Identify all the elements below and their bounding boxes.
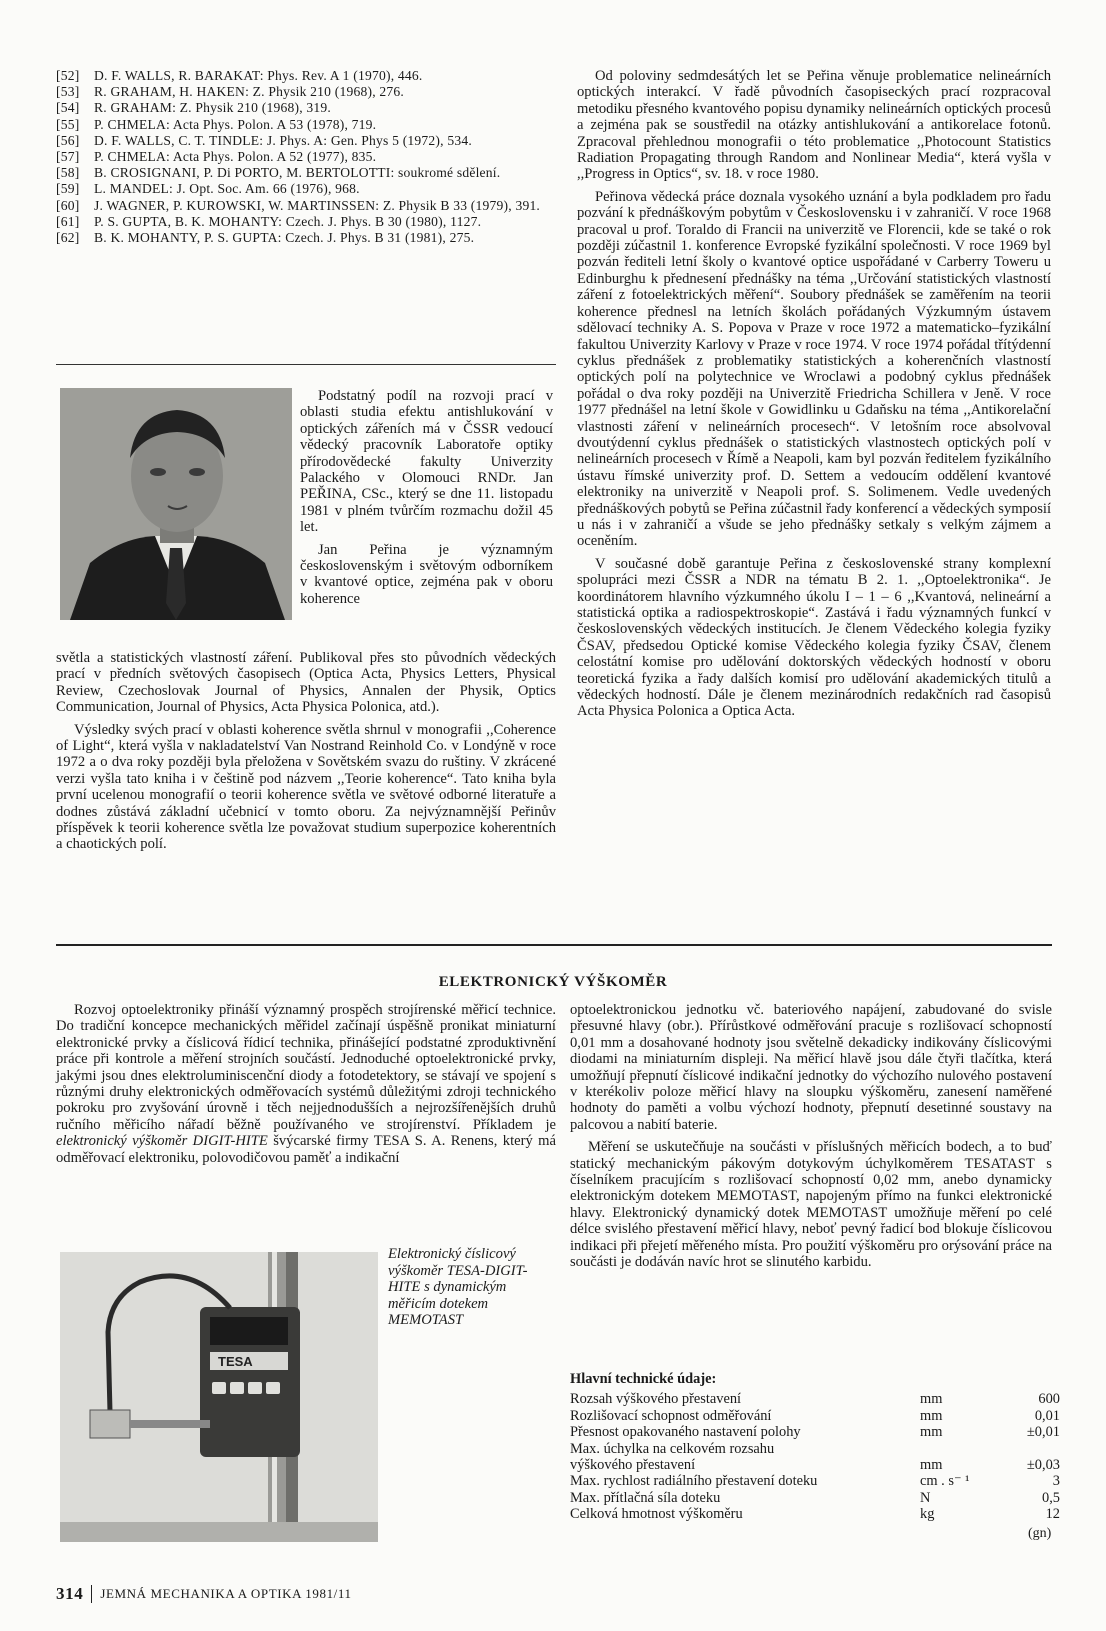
spec-unit: cm . s⁻ ¹ — [920, 1473, 970, 1490]
spec-row — [570, 1473, 1060, 1489]
reference-item — [56, 84, 556, 100]
reference-text: B. CROSIGNANI, P. Di PORTO, M. BERTOLOTTI: soukromé sdělení. — [94, 165, 501, 181]
page-number: 314 — [56, 1584, 84, 1603]
reference-text: R. GRAHAM: Z. Physik 210 (1968), 319. — [94, 100, 331, 116]
spec-name: Celková hmotnost výškoměru — [570, 1506, 743, 1523]
reference-list — [56, 68, 556, 246]
page-footer — [56, 1584, 352, 1604]
reference-item — [56, 198, 556, 214]
reference-text: R. GRAHAM, H. HAKEN: Z. Physik 210 (1968), 276. — [94, 84, 404, 100]
reference-item — [56, 230, 556, 246]
reference-text: P. S. GUPTA, B. K. MOHANTY: Czech. J. Phys. B 30 (1980), 1127. — [94, 213, 482, 229]
specs-table — [570, 1391, 1060, 1522]
reference-number: [61] — [56, 213, 80, 229]
spec-row — [570, 1424, 1060, 1440]
separator-long — [56, 944, 1052, 946]
reference-number: [52] — [56, 68, 80, 83]
article2-paragraph-1-end: švýcarské firmy TESA S. A. Renens, který má odměřovací elektroniku, polovodičovou paměť a indikační — [56, 1133, 556, 1166]
brand-label: TESA — [218, 1354, 253, 1369]
reference-number: [60] — [56, 197, 80, 213]
reference-item — [56, 165, 556, 181]
spec-name: výškového přestavení — [570, 1457, 696, 1474]
article1-right-paragraph-2: Peřinova vědecká práce doznala vysokého uznání a byla podkladem pro řadu pozvání k přednáškovým pobytům v Československu i v zahraničí. V roce 1968 pracoval u prof. Toraldo di Francii na univerzitě ve Florencii, kde se také o rok později zúčastnil 1. konference Evropské fyzikální společnosti. V roce 1969 byl pozván řediteli letní školy o kvantové optice uspořádané v Carberry Toweru u Edinburghu k přednesení přednášky na téma ,,Určování statistických vlastností záření z fotoelektrických měření“. Soubory přednášek se zaměřením na teorii koherence přednesl na letních školách pořádaných Výzkumným ústavem sdělovací techniky A. S. Popova v Praze v roce 1972 a matematicko–fyzikální fakultou Univerzity Karlovy v Praze v roce 1974. V roce 1974 pořádal třítýdenní cyklus přednášek z problematiky statistických a koherenčních vlastností optických polí na polytechnice ve Wroclawi a podobný cyklus přednášek pořádal o dva roky později na Univerzitě Friedricha Schillera v Jeně. V roce 1977 přednášel na letní škole v Gowidlinku u Gdaňsku na téma ,,Antikorelační vlastnosti záření v nelineárních procesech“. V letošním roce absolvoval dvoutýdenní cyklus přednášek o statistických vlastnostech optických polí v nelineárních procesech v Římě a Neapoli, kam byl pozván ředitelem fyzikálního ústavu římské univerzity prof. D. Settem a vedoucím oddělení kvantové elektroniky na univerzitě v Neapoli prof. S. Solimenem. Vedle uvedených přednáškových pobytů se Peřina zúčastnil řady konferencí a vědeckých symposií u nás i v zahraničí a všude se jeho přednášky setkaly s velkým zájmem a oceněním. — [577, 188, 1051, 550]
article2-paragraph-1 — [56, 1002, 556, 1166]
technical-specs — [570, 1371, 1060, 1523]
article1-intro — [300, 388, 553, 607]
article1-paragraph-2-start: Jan Peřina je významným československým i světovým odborníkem v kvantové optice, zejména pak v oboru koherence — [300, 541, 553, 607]
spec-name: Max. úchylka na celkovém rozsahu — [570, 1440, 775, 1457]
spec-row — [570, 1490, 1060, 1506]
reference-item — [56, 149, 556, 165]
journal-name: JEMNÁ MECHANIKA A OPTIKA 1981/11 — [100, 1586, 352, 1601]
reference-text: J. WAGNER, P. KUROWSKI, W. MARTINSSEN: Z. Physik B 33 (1979), 391. — [94, 197, 541, 213]
article1-left-column — [56, 650, 556, 853]
spec-name: Max. přítlačná síla doteku — [570, 1489, 721, 1506]
spec-unit: mm — [920, 1457, 943, 1474]
article2-right-paragraph-2: Měření se uskutečňuje na součásti v příslušných měřicích bodech, a to buď statický mechanickým pákovým dotykovým úchylkoměrem TESATAST s číselníkem pracujícím s rozlišovací schopností 0,02 mm, anebo dynamicky elektronickým dotekem MEMOTAST, napojeným přímo na funkci elektronické hlavy. Elektronický dynamický dotek MEMOTAST umožňuje měření po celé délce svislého přestavení měřicí hlavy, neboť pevný řadicí bod blokuje číslicovou indikaci při přejetí měřeného místa. Pro použití výškoměru pro orýsování práce na součásti je dodáván navíc hrot se slinutého karbidu. — [570, 1139, 1052, 1271]
spec-row — [570, 1391, 1060, 1407]
spec-name: Rozlišovací schopnost odměřování — [570, 1407, 772, 1424]
height-gauge-image — [60, 1252, 378, 1542]
reference-text: P. CHMELA: Acta Phys. Polon. A 52 (1977), 835. — [94, 149, 377, 165]
photo-caption: Elektronický číslicový výškoměr TESA-DIGIT-HITE s dynamickým měřicím dotekem MEMOTAST — [388, 1246, 528, 1329]
spec-value: 0,5 — [1042, 1489, 1060, 1506]
spec-row — [570, 1408, 1060, 1424]
article1-paragraph-2-rest: světla a statistických vlastností záření. Publikoval přes sto původních vědeckých prací v předních světových časopisech (Optica Acta, Physics Letters, Physical Review, Czechoslovak Journal of Physics, Annalen der Physik, Optics Communication, Journal of Physics, Acta Physica Polonica, atd.). — [56, 650, 556, 716]
reference-number: [53] — [56, 84, 80, 100]
article1-right-column — [577, 68, 1051, 720]
spec-unit: kg — [920, 1506, 935, 1523]
reference-number: [58] — [56, 165, 80, 181]
spec-unit — [920, 1441, 1000, 1457]
reference-item — [56, 100, 556, 116]
spec-unit: mm — [920, 1424, 943, 1441]
article2-title: ELEKTRONICKÝ VÝŠKOMĚR — [438, 974, 668, 990]
spec-value: ±0,01 — [1026, 1424, 1060, 1441]
spec-value: ±0,03 — [1026, 1457, 1060, 1474]
reference-item — [56, 214, 556, 230]
spec-value: 12 — [1045, 1506, 1060, 1523]
article2-right-paragraph-1: optoelektronickou jednotku vč. bateriového napájení, zabudované do svisle přesuvné hlavy (obr.). Přírůstkové odměřování pracuje s rozlišovací schopností 0,01 mm a dosahované hodnoty jsou světelně dekadicky indikovány číslicovými diodami na miniaturním displeji. Na měřicí hlavě jsou dále čtyři tlačítka, která umožňují přepnutí číslicové indikační jednotky do výchozího nulového postavení v kterékoliv poloze měřicí hlavy na sloupku výškoměru, zanesení naměřené hodnoty do paměti a volbu výchozí hodnoty, přepnutí desetinné soustavy na palcovou a nabití baterie. — [570, 1002, 1052, 1133]
reference-text: B. K. MOHANTY, P. S. GUPTA: Czech. J. Phys. B 31 (1981), 275. — [94, 230, 475, 246]
spec-name: Rozsah výškového přestavení — [570, 1391, 742, 1408]
spec-unit: mm — [920, 1407, 943, 1424]
portrait-image — [60, 388, 292, 620]
spec-row — [570, 1441, 1060, 1457]
product-name: elektronický výškoměr DIGIT-HITE — [56, 1133, 268, 1150]
height-gauge-photo — [60, 1252, 378, 1542]
spec-value — [1000, 1441, 1060, 1457]
reference-item — [56, 133, 556, 149]
spec-value: 3 — [1052, 1473, 1060, 1490]
spec-unit: mm — [920, 1391, 943, 1408]
article2-left-column — [56, 1002, 556, 1166]
spec-unit: N — [920, 1489, 931, 1506]
spec-name: Max. rychlost radiálního přestavení doteku — [570, 1473, 818, 1490]
portrait-photo — [60, 388, 292, 620]
spec-row — [570, 1457, 1060, 1473]
author-signature: (gn) — [1028, 1526, 1052, 1541]
reference-text: D. F. WALLS, C. T. TINDLE: J. Phys. A: Gen. Phys 5 (1972), 534. — [94, 132, 472, 148]
separator-short — [56, 364, 556, 365]
spec-value: 600 — [1038, 1391, 1060, 1408]
specs-title: Hlavní technické údaje: — [570, 1371, 717, 1387]
article1-paragraph-3: Výsledky svých prací v oblasti koherence světla shrnul v monografii ,,Coherence of Light“, která vyšla v nakladatelství Van Nostrand Reinhold Co. v Londýně v roce 1972 a o dva roky později byla přeložena v Sovětském svazu do ruštiny. V zkrácené verzi vyšla tato kniha i v češtině pod názvem ,,Teorie koherence“. Tato kniha byla první ucelenou monografií o teorii koherence světla ve světové odborné literatuře a dodnes zůstává základní učebnicí v tomto oboru. Za nejvýznamnější Peřinův příspěvek k teorii koherence světla lze považovat studium superpozice koherentních a chaotických polí. — [56, 721, 556, 853]
footer-divider — [91, 1585, 92, 1603]
article1-intro-paragraph: Podstatný podíl na rozvoji prací v oblasti studia efektu antishlukování v optických zářeních má v ČSSR vedoucí vědecký pracovník Laboratoře optiky přírodovědecké fakulty Univerzity Palackého v Olomouci RNDr. Jan PEŘINA, CSc., který se dne 11. listopadu 1981 v plném tvůrčím rozmachu dožil 45 let. — [300, 388, 553, 536]
reference-number: [59] — [56, 181, 80, 197]
reference-number: [55] — [56, 116, 80, 132]
reference-number: [54] — [56, 100, 80, 116]
reference-text: L. MANDEL: J. Opt. Soc. Am. 66 (1976), 968. — [94, 181, 360, 197]
reference-text: P. CHMELA: Acta Phys. Polon. A 53 (1978), 719. — [94, 116, 377, 132]
reference-item — [56, 68, 556, 84]
reference-number: [57] — [56, 149, 80, 165]
article2-paragraph-1-text: Rozvoj optoelektroniky přináší významný prospěch strojírenské měřicí technice. Do tradiční koncepce mechanických měřidel začínají úspěšně pronikat miniaturní elektronické prvky a číslicová řídicí technika, přinášející podstatné zproduktivnění práce při kontrole a měření strojních součástí. Jednoduché optoelektronické prvky, jakými jsou dnes elektroluminiscenční diody a fotodetektory, se stávají ve spojení s různými druhy elektronických odměřovacích systémů důležitými zdroji technického pokroku pro zvyšování úrovně i těch nejjednodušších a nejrozšířenějších druhů ručního měřicího nářadí běžně používaného ve strojírenství. Příkladem je — [56, 1002, 556, 1133]
reference-item — [56, 181, 556, 197]
spec-row — [570, 1506, 1060, 1522]
reference-number: [62] — [56, 230, 80, 246]
article1-right-paragraph-3: V současné době garantuje Peřina z československé strany komplexní spolupráci mezi ČSSR a NDR na tématu B 2. 1. ,,Optoelektronika“. Je koordinátorem hlavního výzkumného úkolu I – 1 – 6 ,,Kvantová, nelineární a statistická optika a radiospektroskopie“. Zastává i řadu významných funkcí v československých vědeckých institucích. Je členem Vědeckého kolegia fyziky ČSAV, předsedou Optické komise Vědeckého kolegia fyziky ČSAV, členem celostátní komise pro udělování doktorských vědeckých hodností v oboru teoretická fyzika a řady dalších komisí pro udělování akademických titulů a vědeckých hodností. Dále je členem mezinárodních redakčních rad časopisů Acta Physica Polonica a Optica Acta. — [577, 555, 1051, 720]
reference-number: [56] — [56, 132, 80, 148]
reference-item — [56, 117, 556, 133]
spec-value: 0,01 — [1034, 1407, 1060, 1424]
reference-text: D. F. WALLS, R. BARAKAT: Phys. Rev. A 1 (1970), 446. — [94, 68, 423, 83]
article2-right-column — [570, 1002, 1052, 1271]
spec-name: Přesnost opakovaného nastavení polohy — [570, 1424, 801, 1441]
article1-right-paragraph-1: Od poloviny sedmdesátých let se Peřina věnuje problematice nelineárních optických interakcí. V řadě původních časopiseckých prací rozpracoval metodiku přesného kvantového popisu dynamiky nelineárních optických procesů a zejména pak se soustředil na otázky antishlukování a antikorelace fotonů. Zpracoval přehlednou monografii o této problematice ,,Photocount Statistics Radiation Propagating through Random and Nonlinear Media“, která vyšla v ,,Progress in Optics“, sv. 18. v roce 1980. — [577, 68, 1051, 183]
